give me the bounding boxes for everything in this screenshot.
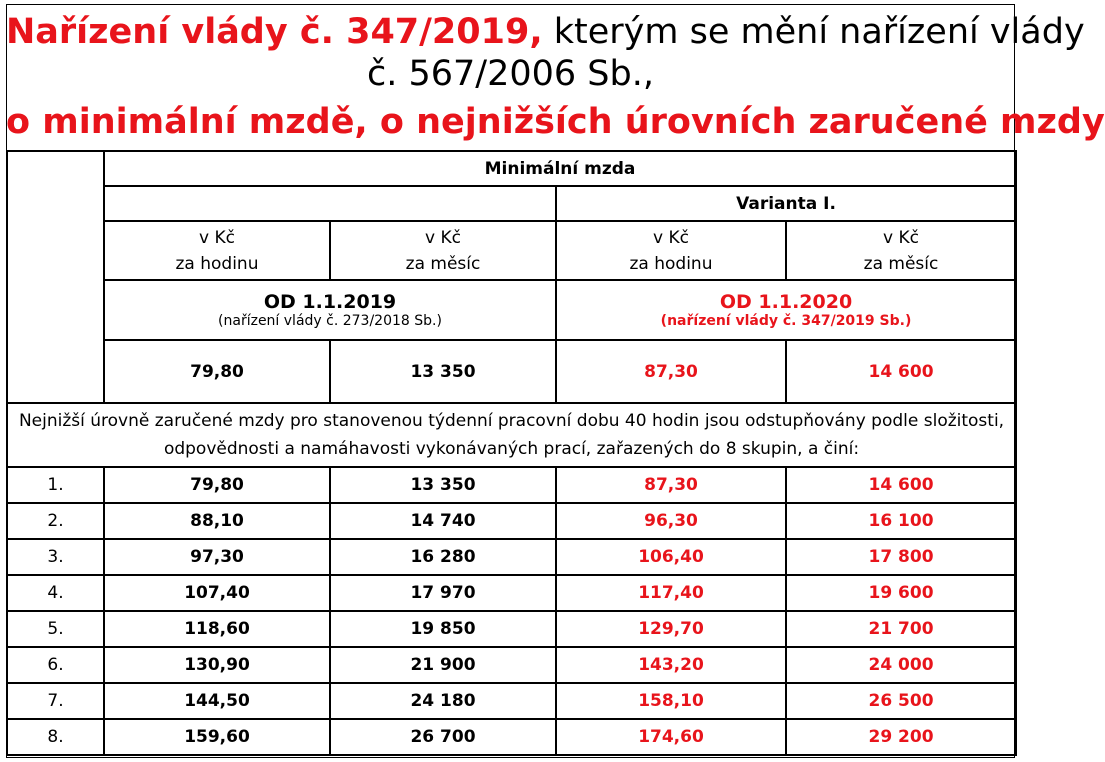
- group-label: 2.: [7, 503, 104, 539]
- table-row: [7, 575, 1016, 611]
- group-label: 1.: [7, 467, 104, 503]
- min-wage-hourly-2020: 87,30: [556, 340, 786, 403]
- corner-cell: [7, 151, 104, 403]
- group-hourly-2019: 97,30: [104, 539, 330, 575]
- group-monthly-2019: 19 850: [330, 611, 556, 647]
- group-monthly-2019: 14 740: [330, 503, 556, 539]
- group-monthly-2020: 19 600: [786, 575, 1016, 611]
- title-line-3: o minimální mzdě, o nejnižších úrovních zaručené mzdy: [6, 102, 1105, 142]
- note-row: [7, 403, 1016, 467]
- group-label: 8.: [7, 719, 104, 755]
- unit-hourly-2020: v Kč za hodinu: [556, 221, 786, 280]
- period-2020-title: OD 1.1.2020: [719, 291, 853, 313]
- period-2020-ref: (nařízení vlády č. 347/2019 Sb.): [660, 313, 912, 329]
- header-row-variant: [7, 186, 1016, 221]
- title-regulation-number: Nařízení vlády č. 347/2019,: [6, 12, 543, 52]
- group-monthly-2019: 13 350: [330, 467, 556, 503]
- table-row: [7, 503, 1016, 539]
- title-line-1: [6, 10, 1085, 54]
- group-monthly-2019: 17 970: [330, 575, 556, 611]
- document-title: [6, 4, 1105, 150]
- unit-monthly-2020: v Kč za měsíc: [786, 221, 1016, 280]
- header-empty-cell: [104, 186, 556, 221]
- wage-table: [6, 150, 1017, 756]
- table-row: [7, 683, 1016, 719]
- group-label: 5.: [7, 611, 104, 647]
- group-monthly-2020: 29 200: [786, 719, 1016, 755]
- period-2019-ref: (nařízení vlády č. 273/2018 Sb.): [218, 313, 442, 329]
- guaranteed-wage-note: Nejnižší úrovně zaručené mzdy pro stanovenou týdenní pracovní dobu 40 hodin jsou odstupňovány podle složitosti, odpovědnosti a namáhavosti vykonávaných prací, zařazených do 8 skupin, a činí:: [7, 403, 1016, 467]
- group-hourly-2019: 107,40: [104, 575, 330, 611]
- group-label: 4.: [7, 575, 104, 611]
- group-monthly-2019: 16 280: [330, 539, 556, 575]
- group-hourly-2019: 159,60: [104, 719, 330, 755]
- table-row: [7, 647, 1016, 683]
- group-label: 3.: [7, 539, 104, 575]
- min-wage-row: [7, 340, 1016, 403]
- group-hourly-2020: 143,20: [556, 647, 786, 683]
- group-monthly-2020: 21 700: [786, 611, 1016, 647]
- table-row: [7, 539, 1016, 575]
- header-row-periods: [7, 280, 1016, 340]
- min-wage-monthly-2020: 14 600: [786, 340, 1016, 403]
- group-monthly-2020: 26 500: [786, 683, 1016, 719]
- header-min-wage: Minimální mzda: [104, 151, 1016, 186]
- group-monthly-2020: 14 600: [786, 467, 1016, 503]
- group-label: 7.: [7, 683, 104, 719]
- group-hourly-2019: 118,60: [104, 611, 330, 647]
- period-2019: [104, 280, 556, 340]
- min-wage-hourly-2019: 79,80: [104, 340, 330, 403]
- group-hourly-2020: 87,30: [556, 467, 786, 503]
- group-monthly-2019: 24 180: [330, 683, 556, 719]
- group-monthly-2019: 26 700: [330, 719, 556, 755]
- group-monthly-2019: 21 900: [330, 647, 556, 683]
- unit-hourly-2019: v Kč za hodinu: [104, 221, 330, 280]
- group-monthly-2020: 16 100: [786, 503, 1016, 539]
- group-label: 6.: [7, 647, 104, 683]
- group-hourly-2019: 79,80: [104, 467, 330, 503]
- group-hourly-2020: 158,10: [556, 683, 786, 719]
- table-row: [7, 611, 1016, 647]
- group-hourly-2020: 96,30: [556, 503, 786, 539]
- title-line-1-text: kterým se mění nařízení vlády: [542, 12, 1085, 52]
- group-hourly-2019: 144,50: [104, 683, 330, 719]
- group-hourly-2020: 117,40: [556, 575, 786, 611]
- header-row-min-wage: [7, 151, 1016, 186]
- group-monthly-2020: 17 800: [786, 539, 1016, 575]
- header-variant: Varianta I.: [556, 186, 1016, 221]
- table-row: [7, 719, 1016, 755]
- group-hourly-2020: 129,70: [556, 611, 786, 647]
- header-row-units: [7, 221, 1016, 280]
- unit-monthly-2019: v Kč za měsíc: [330, 221, 556, 280]
- period-2020: [556, 280, 1016, 340]
- period-2019-title: OD 1.1.2019: [263, 291, 397, 313]
- group-hourly-2020: 174,60: [556, 719, 786, 755]
- min-wage-monthly-2019: 13 350: [330, 340, 556, 403]
- group-monthly-2020: 24 000: [786, 647, 1016, 683]
- table-row: [7, 467, 1016, 503]
- group-hourly-2019: 88,10: [104, 503, 330, 539]
- group-hourly-2020: 106,40: [556, 539, 786, 575]
- group-hourly-2019: 130,90: [104, 647, 330, 683]
- title-line-2: č. 567/2006 Sb.,: [367, 54, 654, 94]
